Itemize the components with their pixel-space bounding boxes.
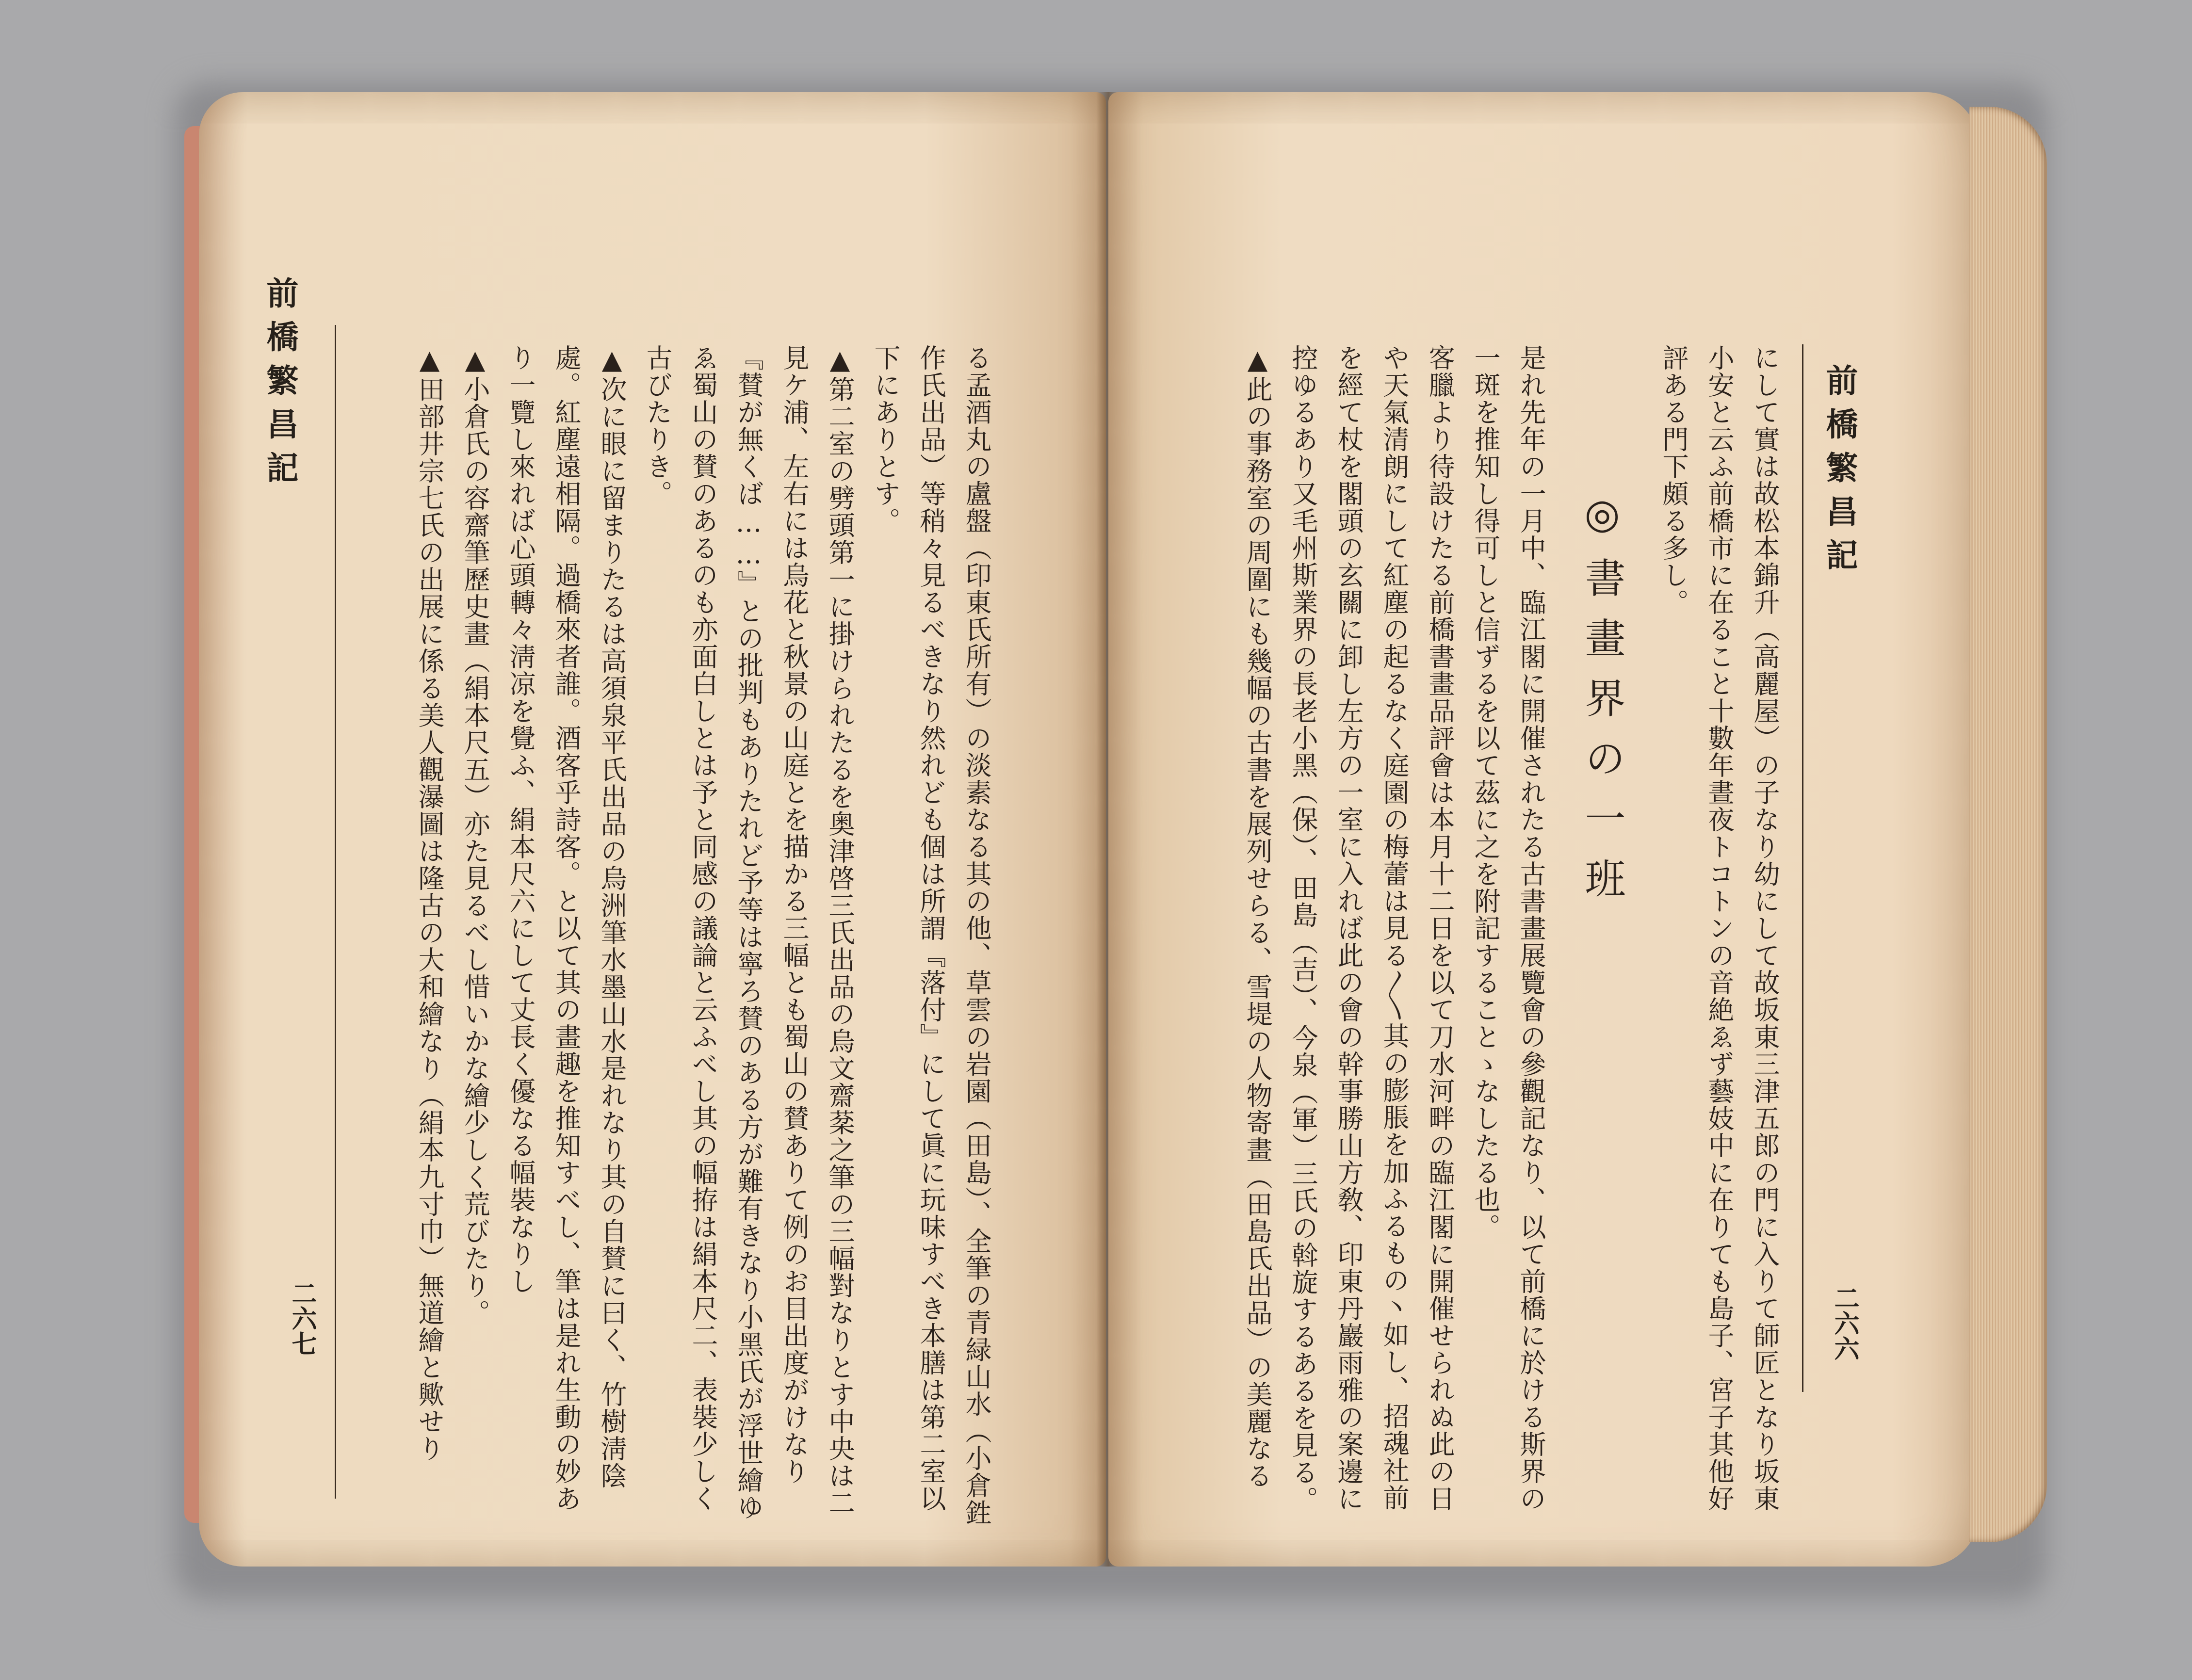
left-paragraph-5: ▲田部井宗七氏の出展に係る美人觀瀑圖は隆古の大和繪なり（絹本九寸巾）無道繪と歟せり: [414, 344, 445, 1462]
right-paragraph-4: 客臘より待設けたる前橋書畫品評會は本月十二日を以て刀水河畔の臨江閣に開催せられぬ此の日や天氣清朗にして紅塵の起るなく庭園の梅蕾は見る〳〵其の膨脹を加ふるもの丶如し、招魂社前を經て杖を閣頭の玄關に卸し左方の一室に入れば此の會の幹事勝山方敎、印東丹巖雨雅の案邊に控ゆるあり又毛州斯業界の長老小黑（保）、田島（吉）、今泉（軍）三氏の斡旋するあるを見る。: [1288, 344, 1455, 1513]
page-fore-edge: [1969, 107, 2047, 1542]
left-paragraph-1: る孟酒丸の盧盤（印東氏所有）の淡素なる其の他、草雲の岩園（田島）、全筆の青緑山水（小倉鉎作氏出品）等稍々見るべきなり然れども個は所謂『落付』にして眞に玩味すべき本膳は第二室以下にありとす。: [870, 344, 992, 1526]
right-folio: 二六六: [1830, 1285, 1859, 1361]
left-folio: 二六七: [287, 1280, 317, 1356]
left-running-head: 前橋繁昌記: [261, 276, 299, 495]
right-page: [1108, 92, 1979, 1567]
left-page: [199, 92, 1106, 1567]
left-header-rule: [335, 325, 336, 1499]
section-title: ◎書畫界の一班: [1578, 490, 1626, 918]
right-paragraph-3: 是れ先年の一月中、臨江閣に開催されたる古書畫展覽會の參觀記なり、以て前橋に於ける斯界の一斑を推知し得可しと信ずるを以て茲に之を附記することゝなしたる也。: [1470, 344, 1546, 1512]
left-body-text: [359, 344, 999, 1528]
open-book: [184, 92, 2047, 1586]
right-header-rule: [1802, 344, 1803, 1392]
left-paragraph-2: ▲第二室の劈頭第一に掛けられたるを奥津啓三氏出品の烏文齋棻之筆の三幅對なりとす中央は二見ケ浦、左右には烏花と秋景の山庭とを描かる三幅とも蜀山の賛ありて例のお目出度がけなり『賛が無くば……』との批判もありたれど予等は寧ろ賛のある方が難有きなり小黑氏が浮世繪ゆゑ蜀山の賛のあるのも亦面白しとは予と同感の議論と云ふべし其の幅拵は絹本尺二、表裝少しく古びたりき。: [642, 344, 855, 1521]
right-paragraph-5: ▲此の事務室の周圍にも幾幅の古書を展列せらる、雪堤の人物寄畫（田島氏出品）の美麗なる: [1242, 344, 1273, 1489]
right-body-text: [1242, 344, 1787, 1528]
right-running-head: 前橋繁昌記: [1820, 364, 1858, 582]
left-paragraph-4: ▲小倉氏の容齋筆歷史畫（絹本尺五）亦た見るべし惜いかな繪少しく荒びたり。: [460, 344, 490, 1326]
right-paragraph-1: にして實は故松本錦升（高麗屋）の子なり幼にして故坂東三津五郎の門に入りて師匠となり坂東小安と云ふ前橋市に在ること十數年晝夜トコトンの音絶ゑず藝妓中に在りても島子、宮子其他好評ある門下頗る多し。: [1658, 344, 1780, 1512]
left-paragraph-3: ▲次に眼に留まりたるは高須泉平氏出品の烏洲筆水墨山水是れなり其の自賛に曰く、竹樹淸陰處。紅塵遠相隔。過橋來者誰。酒客乎詩客。と以て其の畫趣を推知すべし、筆は是れ生動の妙あり一覽し來れば心頭轉々淸凉を覺ふ、絹本尺六にして丈長く優なる幅裝なりし: [505, 344, 627, 1512]
